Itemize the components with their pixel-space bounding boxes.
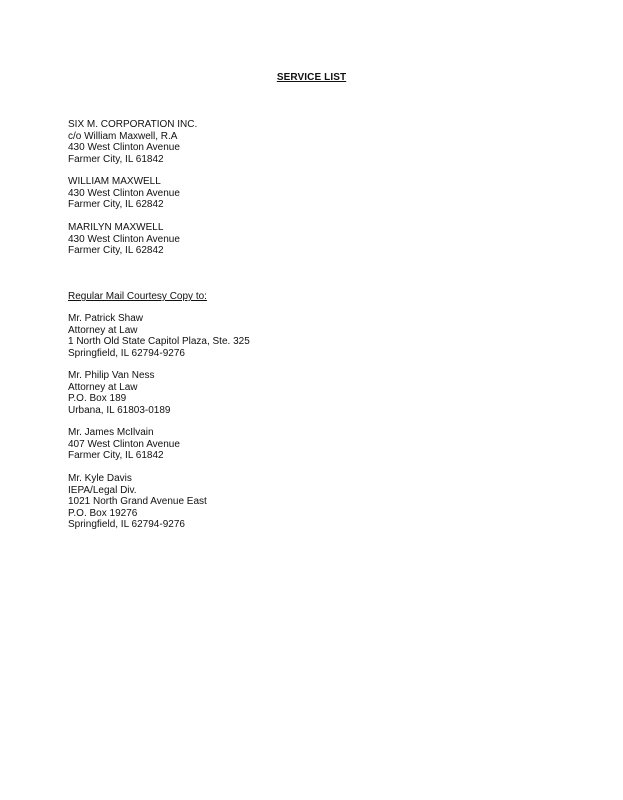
address-line: 1 North Old State Capitol Plaza, Ste. 325 <box>68 336 250 347</box>
recipient-philip-van-ness <box>68 370 171 416</box>
address-line: Mr. Philip Van Ness <box>68 370 155 381</box>
address-line: SIX M. CORPORATION INC. <box>68 119 198 130</box>
address-line: c/o William Maxwell, R.A <box>68 130 178 142</box>
recipient-marilyn-maxwell <box>68 222 180 257</box>
address-line: Farmer City, IL 62842 <box>68 245 164 256</box>
address-line: Springfield, IL 62794-9276 <box>68 519 185 530</box>
address-line: Springfield, IL 62794-9276 <box>68 347 185 359</box>
address-line: WILLIAM MAXWELL <box>68 176 161 187</box>
address-line: Farmer City, IL 61842 <box>68 153 164 165</box>
address-line: Mr. Patrick Shaw <box>68 313 144 324</box>
address-line: Mr. Kyle Davis <box>68 473 132 484</box>
address-line: Farmer City, IL 61842 <box>68 450 164 461</box>
page-title: SERVICE LIST <box>276 72 347 83</box>
recipient-patrick-shaw <box>68 313 250 359</box>
address-line: Attorney at Law <box>68 381 138 393</box>
recipient-kyle-davis <box>68 473 207 531</box>
recipient-six-m-corporation <box>68 119 197 165</box>
address-line: 1021 North Grand Avenue East <box>68 496 207 507</box>
recipient-james-mcilvain <box>68 427 180 462</box>
recipient-william-maxwell <box>68 176 180 211</box>
address-line: P.O. Box 19276 <box>68 507 138 519</box>
address-line: MARILYN MAXWELL <box>68 222 164 233</box>
address-line: Farmer City, IL 62842 <box>68 199 164 210</box>
address-line: Attorney at Law <box>68 324 138 336</box>
courtesy-copy-heading: Regular Mail Courtesy Copy to: <box>68 291 207 302</box>
address-line: Mr. James McIlvain <box>68 427 154 438</box>
address-line: P.O. Box 189 <box>68 393 127 404</box>
address-line: 430 West Clinton Avenue <box>68 233 180 245</box>
address-line: IEPA/Legal Div. <box>68 484 137 496</box>
address-line: 407 West Clinton Avenue <box>68 438 180 450</box>
address-line: Urbana, IL 61803-0189 <box>68 404 171 416</box>
address-line: 430 West Clinton Avenue <box>68 187 180 199</box>
address-line: 430 West Clinton Avenue <box>68 142 180 153</box>
